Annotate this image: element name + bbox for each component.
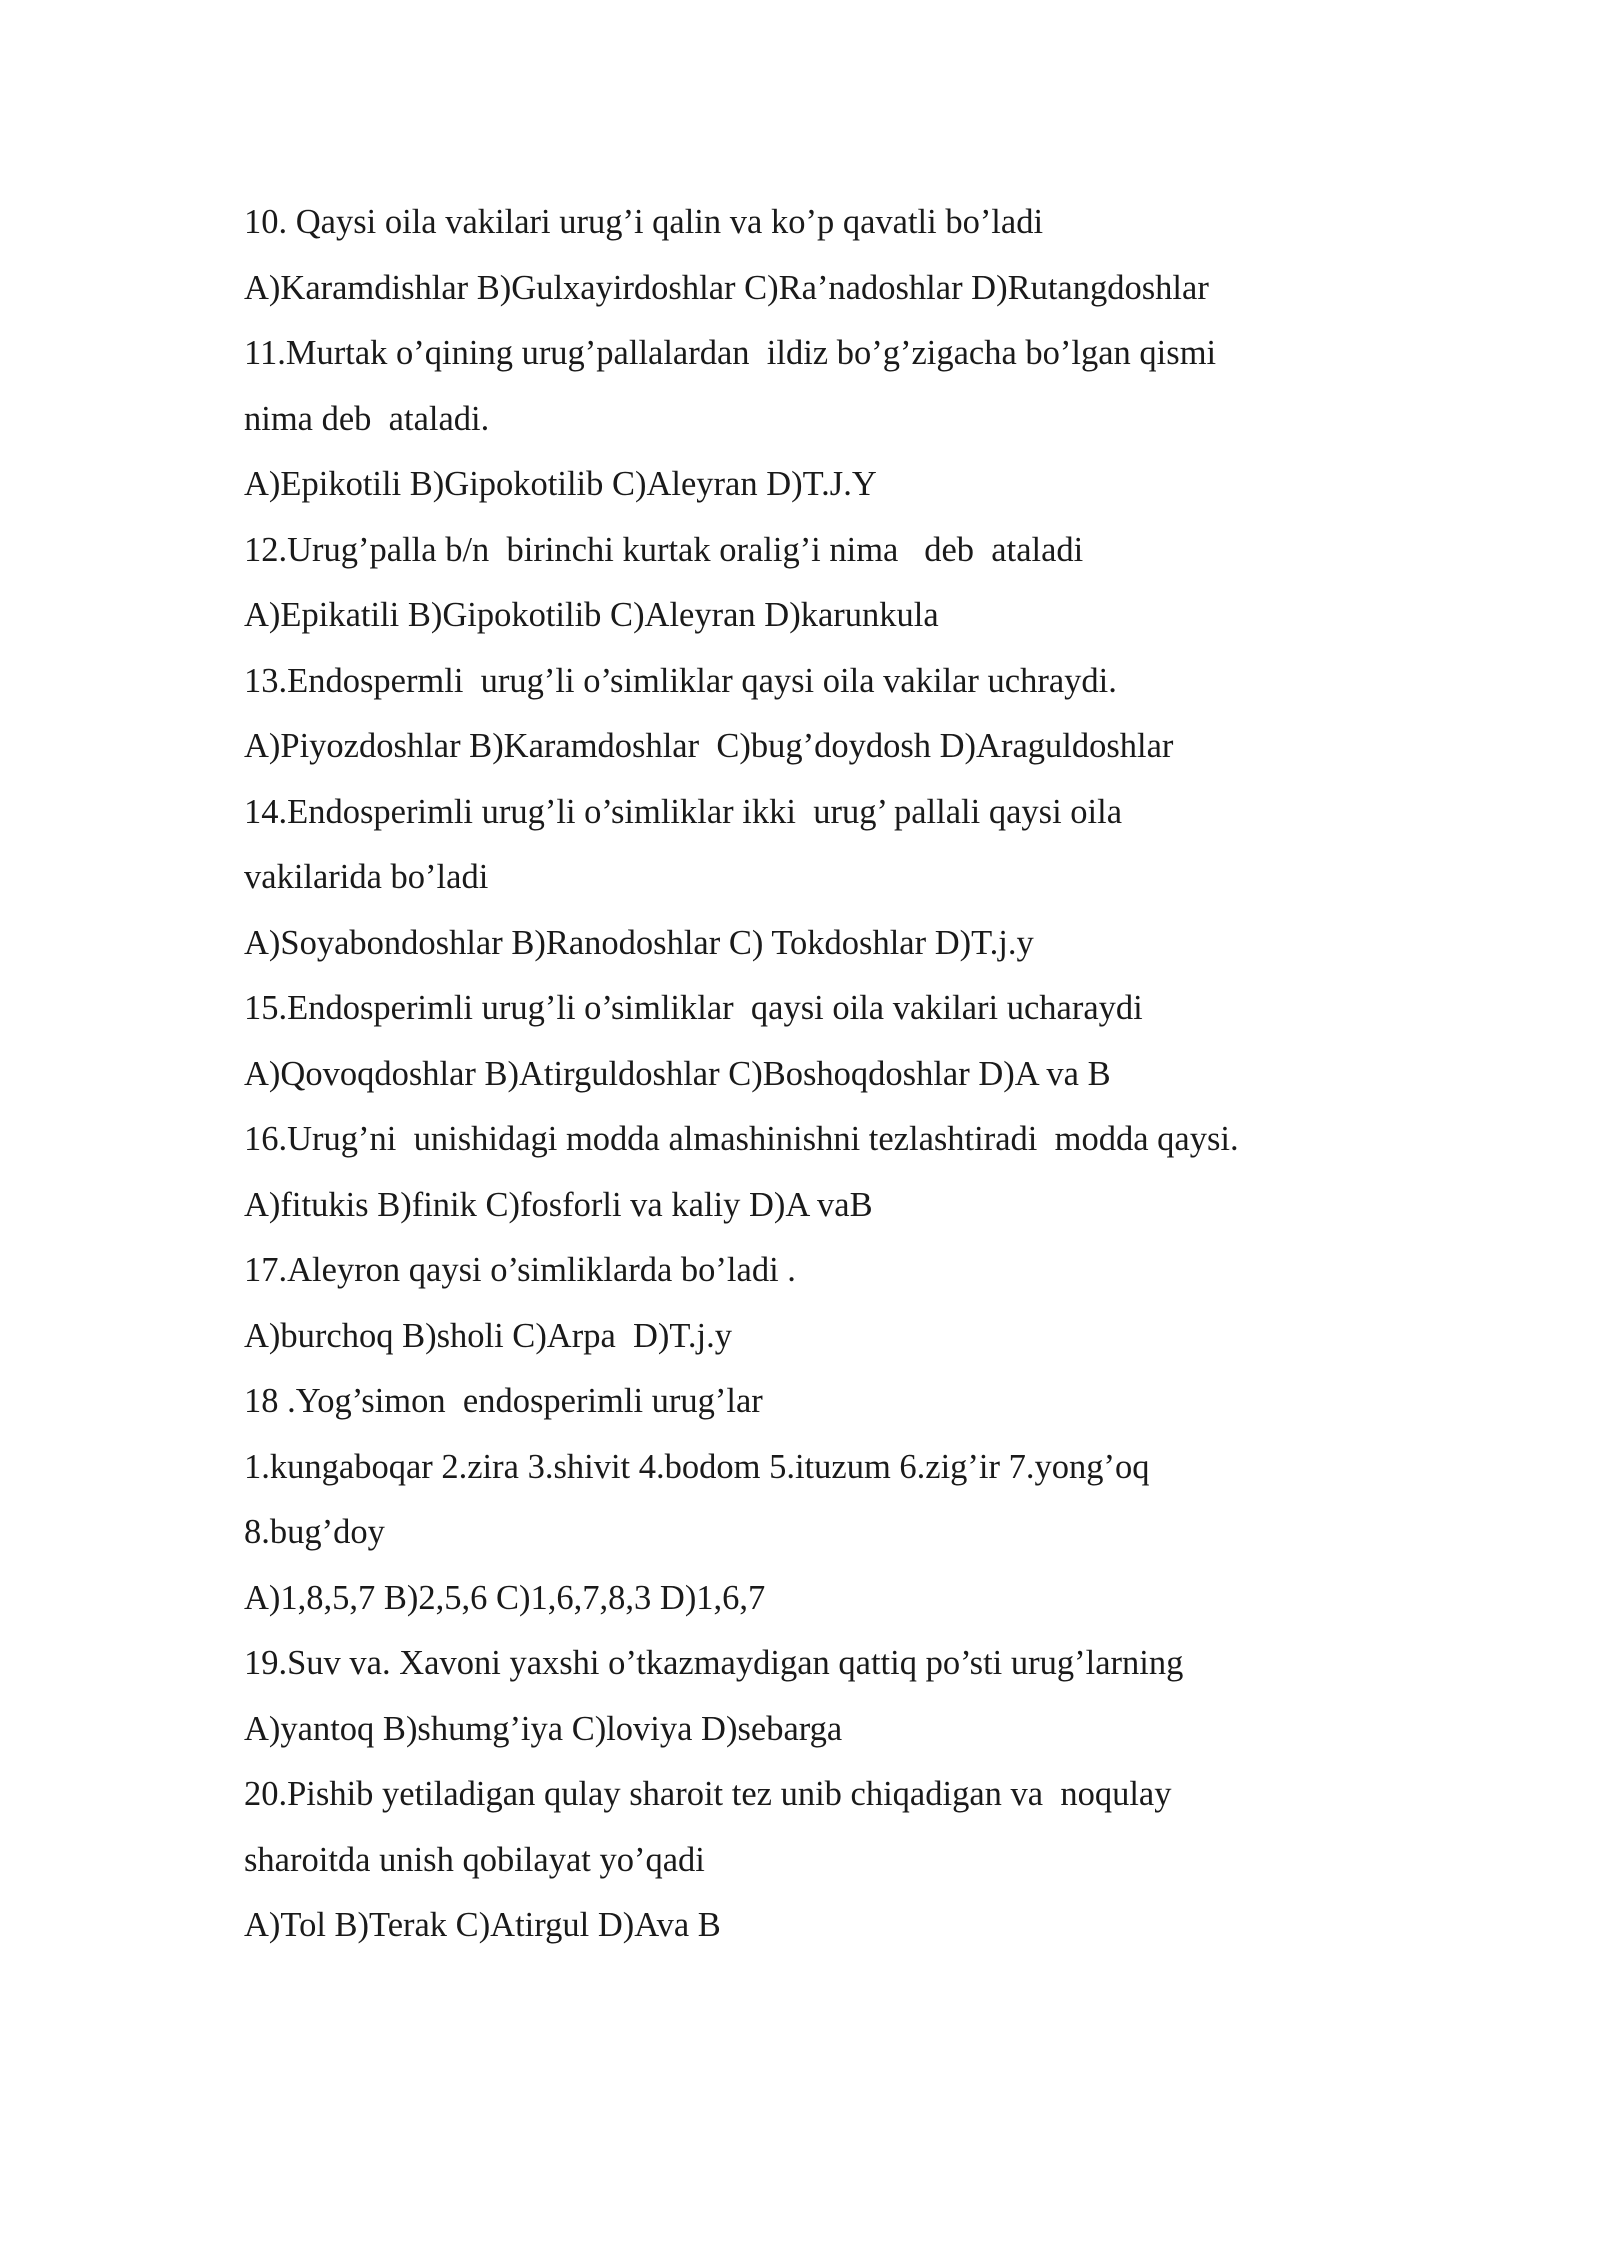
question-19: 19.Suv va. Xavoni yaxshi o’tkazmaydigan qattiq po’sti urug’larning xyxy=(244,1644,1184,1682)
answers-19: A)yantoq B)shumg’iya C)loviya D)sebarga xyxy=(244,1709,843,1748)
question-17: 17.Aleyron qaysi o’simliklarda bo’ladi . xyxy=(244,1251,796,1289)
question-14: 14.Endosperimli urug’li o’simliklar ikki urug’ pallali qaysi oila xyxy=(244,792,1123,831)
question-20-cont: sharoitda unish qobilayat yo’qadi xyxy=(244,1840,705,1879)
document-page xyxy=(244,190,1374,1959)
question-14-cont: vakilarida bo’ladi xyxy=(244,858,489,896)
question-11-cont: nima deb ataladi. xyxy=(244,399,490,438)
answers-10: A)Karamdishlar B)Gulxayirdoshlar C)Ra’nadoshlar D)Rutangdoshlar xyxy=(244,268,1209,307)
question-15: 15.Endosperimli urug’li o’simliklar qaysi oila vakilari ucharaydi xyxy=(244,989,1143,1027)
question-18: 18 .Yog’simon endosperimli urug’lar xyxy=(244,1382,763,1420)
question-13: 13.Endospermli urug’li o’simliklar qaysi oila vakilar uchraydi. xyxy=(244,661,1117,700)
question-16: 16.Urug’ni unishidagi modda almashinishni tezlashtiradi modda qaysi. xyxy=(244,1120,1239,1158)
question-10: 10. Qaysi oila vakilari urug’i qalin va ko’p qavatli bo’ladi xyxy=(244,203,1044,241)
answers-18: A)1,8,5,7 B)2,5,6 C)1,6,7,8,3 D)1,6,7 xyxy=(244,1578,766,1617)
answers-14: A)Soyabondoshlar B)Ranodoshlar C) Tokdoshlar D)T.j.y xyxy=(244,923,1034,962)
answers-20: A)Tol B)Terak C)Atirgul D)Ava B xyxy=(244,1906,721,1944)
answers-17: A)burchoq B)sholi C)Arpa D)T.j.y xyxy=(244,1316,733,1355)
question-20: 20.Pishib yetiladigan qulay sharoit tez unib chiqadigan va noqulay xyxy=(244,1775,1172,1813)
answers-15: A)Qovoqdoshlar B)Atirguldoshlar C)Boshoqdoshlar D)A va B xyxy=(244,1054,1111,1093)
answers-11: A)Epikotili B)Gipokotilib C)Aleyran D)T.J.Y xyxy=(244,465,877,503)
question-11: 11.Murtak o’qining urug’pallalardan ildiz bo’g’zigacha bo’lgan qismi xyxy=(244,334,1217,372)
answers-12: A)Epikatili B)Gipokotilib C)Aleyran D)karunkula xyxy=(244,596,939,634)
answers-13: A)Piyozdoshlar B)Karamdoshlar C)bug’doydosh D)Araguldoshlar xyxy=(244,727,1174,765)
question-18-items: 1.kungaboqar 2.zira 3.shivit 4.bodom 5.ituzum 6.zig’ir 7.yong’oq xyxy=(244,1447,1150,1486)
question-12: 12.Urug’palla b/n birinchi kurtak oralig’i nima deb ataladi xyxy=(244,530,1084,569)
answers-16: A)fitukis B)finik C)fosforli va kaliy D)A vaB xyxy=(244,1185,873,1224)
question-18-items-cont: 8.bug’doy xyxy=(244,1513,385,1551)
